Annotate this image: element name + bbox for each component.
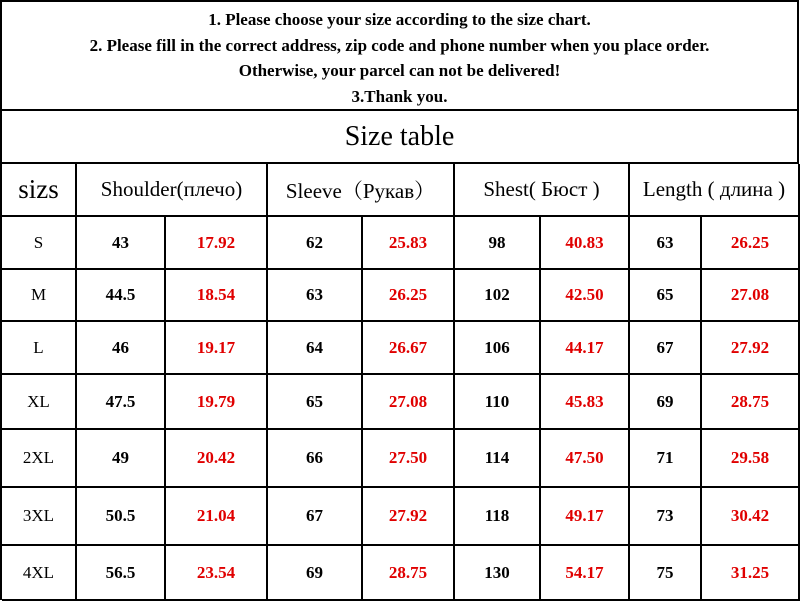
table-header-row [2,164,799,216]
length-cm-cell: 69 [629,374,701,429]
header-size: sizs [2,164,76,216]
length-cm-cell: 73 [629,487,701,545]
length-inch-cell: 30.42 [701,487,799,545]
shoulder-cm-cell: 44.5 [76,269,165,321]
sleeve-inch-cell: 25.83 [362,216,454,269]
length-inch-cell: 28.75 [701,374,799,429]
chest-cm-cell: 110 [454,374,540,429]
length-cm-cell: 63 [629,216,701,269]
table-title: Size table [2,111,799,164]
shoulder-cm-cell: 56.5 [76,545,165,600]
header-shoulder: Shoulder(плечо) [76,164,267,216]
size-rows [2,216,799,600]
sleeve-inch-cell: 27.08 [362,374,454,429]
sleeve-cm-cell: 67 [267,487,362,545]
sleeve-cm-cell: 69 [267,545,362,600]
size-cell: 3XL [2,487,76,545]
chest-inch-cell: 54.17 [540,545,629,600]
size-cell: L [2,321,76,374]
shoulder-inch-cell: 18.54 [165,269,267,321]
shoulder-inch-cell: 21.04 [165,487,267,545]
shoulder-cm-cell: 43 [76,216,165,269]
length-inch-cell: 31.25 [701,545,799,600]
note-line: Otherwise, your parcel can not be delivered! [238,61,561,80]
size-cell: M [2,269,76,321]
shoulder-cm-cell: 47.5 [76,374,165,429]
note-line: 1. Please choose your size according to the size chart. [208,10,591,29]
chest-cm-cell: 102 [454,269,540,321]
table-row [2,429,799,487]
table-row [2,545,799,600]
chest-cm-cell: 106 [454,321,540,374]
chest-cm-cell: 118 [454,487,540,545]
sleeve-inch-cell: 27.92 [362,487,454,545]
shoulder-inch-cell: 19.17 [165,321,267,374]
length-inch-cell: 26.25 [701,216,799,269]
chest-inch-cell: 42.50 [540,269,629,321]
sleeve-cm-cell: 64 [267,321,362,374]
sleeve-cm-cell: 63 [267,269,362,321]
note-line: 3.Thank you. [351,86,448,106]
length-cm-cell: 67 [629,321,701,374]
sleeve-inch-cell: 26.25 [362,269,454,321]
header-length: Length ( длина ) [629,164,799,216]
length-cm-cell: 71 [629,429,701,487]
sleeve-cm-cell: 62 [267,216,362,269]
header-chest: Shest( Бюст ) [454,164,629,216]
sleeve-inch-cell: 28.75 [362,545,454,600]
length-cm-cell: 65 [629,269,701,321]
order-notes [2,2,799,111]
chest-cm-cell: 98 [454,216,540,269]
table-row [2,487,799,545]
size-cell: S [2,216,76,269]
sleeve-inch-cell: 27.50 [362,429,454,487]
chest-cm-cell: 114 [454,429,540,487]
table-row [2,216,799,269]
shoulder-inch-cell: 17.92 [165,216,267,269]
chest-inch-cell: 44.17 [540,321,629,374]
length-inch-cell: 29.58 [701,429,799,487]
sleeve-cm-cell: 65 [267,374,362,429]
shoulder-cm-cell: 46 [76,321,165,374]
sleeve-inch-cell: 26.67 [362,321,454,374]
length-inch-cell: 27.92 [701,321,799,374]
size-cell: 2XL [2,429,76,487]
shoulder-cm-cell: 49 [76,429,165,487]
table-row [2,321,799,374]
length-cm-cell: 75 [629,545,701,600]
chest-cm-cell: 130 [454,545,540,600]
size-cell: XL [2,374,76,429]
header-sleeve: Sleeve（Рукав） [267,164,454,216]
size-table [2,164,800,601]
length-inch-cell: 27.08 [701,269,799,321]
sleeve-cm-cell: 66 [267,429,362,487]
shoulder-cm-cell: 50.5 [76,487,165,545]
shoulder-inch-cell: 23.54 [165,545,267,600]
chest-inch-cell: 45.83 [540,374,629,429]
note-line: 2. Please fill in the correct address, zip code and phone number when you place order. [89,35,710,55]
shoulder-inch-cell: 19.79 [165,374,267,429]
chest-inch-cell: 40.83 [540,216,629,269]
size-cell: 4XL [2,545,76,600]
chest-inch-cell: 47.50 [540,429,629,487]
table-row [2,269,799,321]
shoulder-inch-cell: 20.42 [165,429,267,487]
chest-inch-cell: 49.17 [540,487,629,545]
table-row [2,374,799,429]
